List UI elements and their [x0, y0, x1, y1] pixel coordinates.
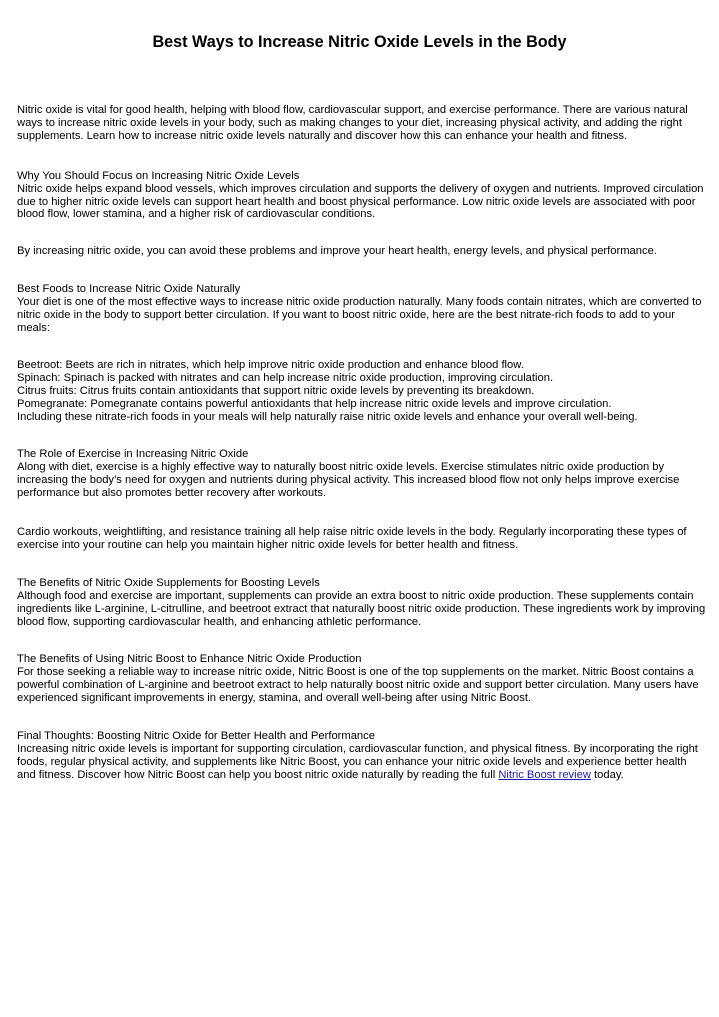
section-nitric-boost-body: For those seeking a reliable way to increase nitric oxide, Nitric Boost is one of the top supplements on the market. Nitric Boost contains a powerful combination of L-arginine and beetroot extract to help naturally boost nitric oxide and support better circulation. Many users have experienced significant improvements in energy, stamina, and overall well-being after using Nitric Boost. — [17, 666, 699, 705]
foods-closing: Including these nitrate-rich foods in your meals will help naturally raise nitric oxide levels and enhance your overall well-being. — [17, 410, 638, 423]
page-title: Best Ways to Increase Nitric Oxide Levels in the Body — [152, 33, 567, 51]
section-final-body-text: Increasing nitric oxide levels is important for supporting circulation, cardiovascular function, and physical fitness. By incorporating the right foods, regular physical activity, and supplements like Nitric Boost, you can enhance your nitric oxide levels and experience better health and fitness. Discover how Nitric Boost can help you boost nitric oxide naturally by reading the full — [17, 743, 698, 781]
section-exercise — [17, 448, 707, 500]
list-item: Citrus fruits: Citrus fruits contain antioxidants that support nitric oxide levels by preventing its breakdown. — [17, 384, 535, 397]
section-foods — [17, 283, 707, 335]
section-exercise-followup: Cardio workouts, weightlifting, and resistance training all help raise nitric oxide levels in the body. Regularly incorporating these types of exercise into your routine can help you maintain higher nitric oxide levels for better health and fitness. — [17, 526, 687, 551]
section-why-followup: By increasing nitric oxide, you can avoid these problems and improve your heart health, energy levels, and physical performance. — [17, 245, 657, 258]
foods-list — [17, 359, 707, 424]
section-why-body: Nitric oxide helps expand blood vessels, which improves circulation and supports the delivery of oxygen and nutrients. Improved circulation due to higher nitric oxide levels can support heart health and boost physical performance. Low nitric oxide levels are associated with poor blood flow, lower stamina, and a higher risk of cardiovascular conditions. — [17, 182, 704, 221]
section-final-heading: Final Thoughts: Boosting Nitric Oxide for Better Health and Performance — [17, 730, 375, 743]
section-foods-body: Your diet is one of the most effective ways to increase nitric oxide production naturally. Many foods contain nitrates, which are converted to nitric oxide in the body to support better circulation. If you want to boost nitric oxide, here are the best nitrate-rich foods to add to your meals: — [17, 296, 702, 334]
section-foods-heading: Best Foods to Increase Nitric Oxide Naturally — [17, 283, 241, 296]
list-item: Pomegranate: Pomegranate contains powerful antioxidants that help increase nitric oxide levels and improve circulation. — [17, 397, 612, 410]
section-why-heading: Why You Should Focus on Increasing Nitric Oxide Levels — [17, 169, 300, 182]
section-supplements — [17, 577, 707, 629]
list-item: Beetroot: Beets are rich in nitrates, which help improve nitric oxide production and enhance blood flow. — [17, 358, 524, 371]
section-exercise-body: Along with diet, exercise is a highly effective way to naturally boost nitric oxide levels. Exercise stimulates nitric oxide production by increasing the body’s need for oxygen and nutrients during physical activity. This increased blood flow not only helps improve exercise performance but also promotes better recovery after workouts. — [17, 461, 680, 500]
section-supplements-body: Although food and exercise are important, supplements can provide an extra boost to nitric oxide production. These supplements contain ingredients like L-arginine, L-citrulline, and beetroot extract that naturally boost nitric oxide production. These ingredients work by improving blood flow, supporting cardiovascular health, and enhancing athletic performance. — [17, 589, 706, 628]
section-why — [17, 170, 707, 222]
section-exercise-heading: The Role of Exercise in Increasing Nitric Oxide — [17, 448, 249, 461]
intro-paragraph: Nitric oxide is vital for good health, helping with blood flow, cardiovascular support, and exercise performance. There are various natural ways to increase nitric oxide levels in your body, such as making changes to your diet, increasing physical activity, and adding the right supplements. Learn how to increase nitric oxide levels naturally and discover how this can enhance your health and fitness. — [17, 104, 688, 142]
section-final-body — [17, 743, 707, 782]
section-final-body-end: today. — [590, 768, 624, 781]
nitric-boost-review-link[interactable]: Nitric Boost review — [498, 768, 591, 781]
document-body — [17, 104, 707, 806]
list-item: Spinach: Spinach is packed with nitrates and can help increase nitric oxide production, improving circulation. — [17, 371, 554, 384]
section-final — [17, 730, 707, 782]
section-nitric-boost — [17, 653, 707, 705]
section-nitric-boost-heading: The Benefits of Using Nitric Boost to Enhance Nitric Oxide Production — [17, 653, 362, 666]
section-supplements-heading: The Benefits of Nitric Oxide Supplements for Boosting Levels — [17, 576, 320, 589]
